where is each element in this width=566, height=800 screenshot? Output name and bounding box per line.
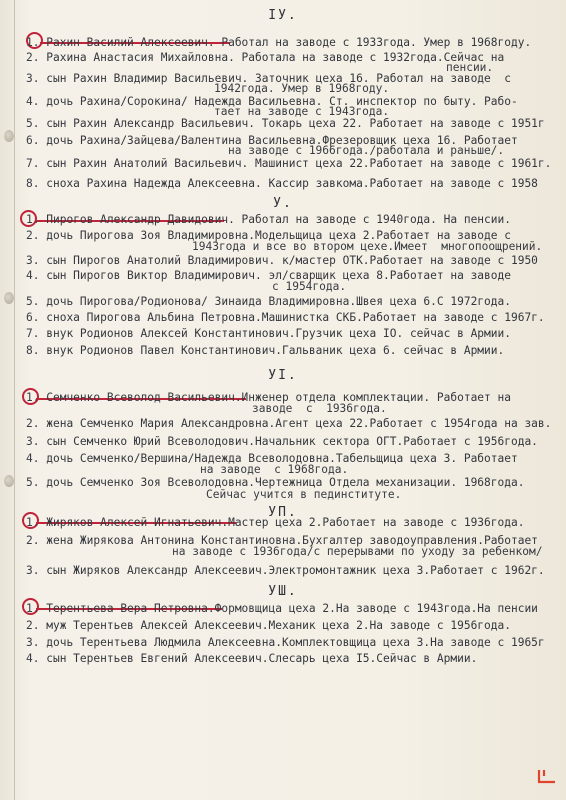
document-line: 1. Жиряков Алексей Игнатьевич.Мастер цеха 2.Работает на заводе с 1936года. [26,516,525,529]
document-line: 8. сноха Рахина Надежда Алексеевна. Кассир завкома.Работает на заводе с 1958 [26,177,538,190]
document-line: 2. Рахина Анастасия Михайловна. Работала на заводе с 1932года.Сейчас на [26,51,505,64]
document-line: тает на заводе с 1943года. [214,105,390,118]
punch-hole [4,475,14,487]
document-line: 1943года и все во втором цехе.Имеет многопоощрений. [192,240,543,253]
document-line: заводе с 1936года. [252,402,387,415]
document-line: 1. Рахин Василий Алексеевич. Работал на заводе с 1933года. Умер в 1968году. [26,36,532,49]
document-line: пенсии. [446,61,494,74]
section-heading: УI. [268,368,298,383]
document-line: на заводе с 1968года. [200,463,349,476]
document-line: 2. муж Терентьев Алексей Алексеевич.Механик цеха 2.На заводе с 1956года. [26,619,511,632]
section-heading: УП. [268,505,298,520]
document-line: 5. сын Рахин Александр Васильевич. Токарь цеха 22. Работает на заводе с 1951г [26,117,545,130]
document-line: 5. дочь Пирогова/Родионова/ Зинаида Владимировна.Швея цеха 6.С 1972года. [26,295,511,308]
document-line: 8. внук Родионов Павел Константинович.Гальваник цеха 6. сейчас в Армии. [26,344,505,357]
section-heading: IУ. [268,8,298,23]
section-heading: У. [273,196,293,211]
document-line: 6. сноха Пирогова Альбина Петровна.Машинистка СКБ.Работает на заводе с 1967г. [26,311,545,324]
document-line: 2. жена Жирякова Антонина Константиновна.Бухгалтер заводоуправления.Работает [26,534,538,547]
document-line: 3. дочь Терентьева Людмила Алексеевна.Комплектовщица цеха 3.На заводе с 1965г [26,636,545,649]
document-line: на заводе с 1936года/с перерывами по уходу за ребенком/ [172,545,543,558]
document-line: 6. дочь Рахина/Зайцева/Валентина Васильевна.Фрезеровщик цеха 16. Работает [26,134,518,147]
document-line: 2. жена Семченко Мария Александровна.Агент цеха 22.Работает с 1954года на зав. [26,417,552,430]
document-line: 4. дочь Рахина/Сорокина/ Надежда Васильевна. Ст. инспектор по быту. Рабо- [26,95,518,108]
document-line: с 1954года. [272,280,347,293]
document-line: на заводе с 1966года./работала и раньше/. [228,144,505,157]
document-line: 4. сын Пирогов Виктор Владимирович. эл/сварщик цеха 8.Работает на заводе [26,269,511,282]
document-line: 3. сын Семченко Юрий Всеволодович.Начальник сектора ОГТ.Работает с 1956года. [26,435,538,448]
document-line: 5. дочь Семченко Зоя Всеволодовна.Чертежница Отдела механизации. 1968года. [26,476,525,489]
document-line: 1. Пирогов Александр Давидович. Работал на заводе с 1940года. На пенсии. [26,213,511,226]
document-line: 1. Терентьева Вера Петровна.Формовщица цеха 2.На заводе с 1943года.На пенсии [26,602,538,615]
document-line: 4. сын Терентьев Евгений Алексеевич.Слесарь цеха I5.Сейчас в Армии. [26,652,478,665]
punch-hole [4,130,14,142]
document-line: 4. дочь Семченко/Вершина/Надежда Всеволодовна.Табельщица цеха 3. Работает [26,452,518,465]
document-line: 3. сын Жиряков Александр Алексеевич.Электромонтажник цеха 3.Работает с 1962г. [26,564,545,577]
margin-line [14,0,15,800]
document-line: 3. сын Пирогов Анатолий Владимирович. к/мастер ОТК.Работает на заводе с 1950 [26,254,538,267]
document-line: Сейчас учится в пединституте. [206,488,402,501]
library-logo-icon [536,766,558,786]
document-line: 1. Семченко Всеволод Васильевич.Инженер отдела комплектации. Работает на [26,391,511,404]
document-line: 1942года. Умер в 1968году. [214,82,390,95]
document-line: 2. дочь Пирогова Зоя Владимировна.Модельщица цеха 2.Работает на заводе с [26,229,511,242]
document-line: 7. внук Родионов Алексей Константинович.Грузчик цеха IO. сейчас в Армии. [26,327,511,340]
section-heading: УШ. [268,584,298,599]
document-line: 3. сын Рахин Владимир Васильевич. Заточник цеха 16. Работал на заводе с [26,72,511,85]
document-line: 7. сын Рахин Анатолий Васильевич. Машинист цеха 22.Работает на заводе с 1961г. [26,157,552,170]
punch-hole [4,292,14,304]
